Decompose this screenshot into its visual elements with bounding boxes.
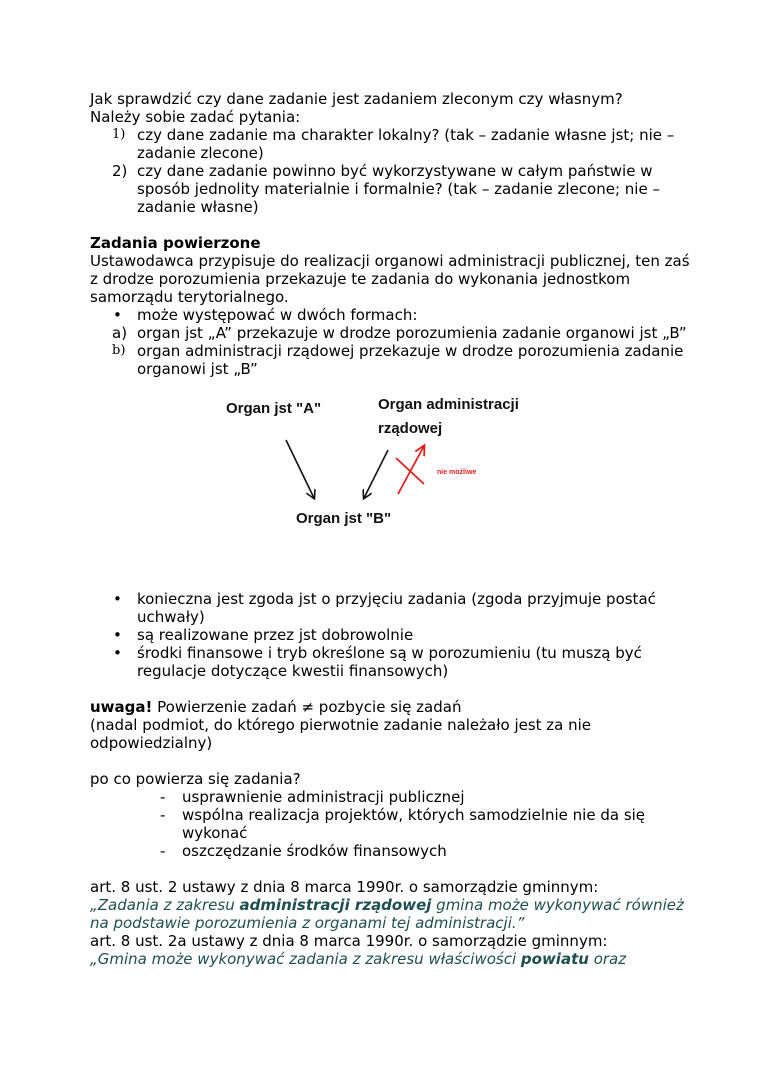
bullet-icon: • [113,590,122,608]
quote-text: gmina może wykonywać również na podstawie porozumienia z organami tej administracji.” [90,896,684,932]
arrow-a-to-b [286,440,314,498]
dash-marker: - [160,806,166,824]
intro-lead: Należy sobie zadać pytania: [90,108,301,126]
bullet-icon: • [113,306,122,324]
bullet-icon: • [113,626,122,644]
list-item [90,126,690,162]
dash-marker: - [160,842,166,860]
list-item [90,842,690,860]
intro-question: Jak sprawdzić czy dane zadanie jest zadaniem zleconym czy własnym? [90,90,623,108]
list-item [90,324,690,342]
quote-text: „Gmina może wykonywać zadania z zakresu właściwości [90,950,521,968]
list-item [90,306,690,324]
red-cross-line [396,458,424,484]
list-marker: 2) [112,162,128,180]
list-item-text: wspólna realizacja projektów, których samodzielnie nie da się wykonać [182,806,646,842]
why-question: po co powierza się zadania? [90,770,301,788]
note-text: Powierzenie zadań ≠ pozbycie się zadań [152,698,462,716]
list-item [90,788,690,806]
note-detail: (nadal podmiot, do którego pierwotnie zadanie należało jest za nie odpowiedzialny) [90,716,592,752]
legal-quote-1 [90,896,690,932]
list-item [90,644,690,680]
conditions-list [90,590,690,680]
organ-gov-label-line2: rządowej [378,420,443,437]
red-arrow-up [398,446,424,494]
list-item-text: organ administracji rządowej przekazuje w drodze porozumienia zadanie organowi jst „B” [137,342,684,378]
quote-emphasis: powiatu [520,950,589,968]
list-item-text: konieczna jest zgoda jst o przyjęciu zadania (zgoda przyjmuje postać uchwały) [137,590,656,626]
intro-list [90,126,690,216]
list-item-text: czy dane zadanie ma charakter lokalny? (tak – zadanie własne jst; nie – zadanie zlecone) [137,126,675,162]
list-item-text: może występować w dwóch formach: [137,306,418,324]
list-item-text: organ jst „A” przekazuje w drodze porozumienia zadanie organowi jst „B” [137,324,687,342]
section-heading: Zadania powierzone [90,234,261,252]
quote-text: „Zadania z zakresu [90,896,240,914]
list-item-text: środki finansowe i tryb określone są w porozumieniu (tu muszą być regulacje dotyczące kwestii finansowych) [137,644,642,680]
legal-ref-2: art. 8 ust. 2a ustawy z dnia 8 marca 1990r. o samorządzie gminnym: [90,932,608,950]
list-item [90,590,690,626]
list-item-text: czy dane zadanie powinno być wykorzystywane w całym państwie w sposób jednolity materialnie i formalnie? (tak – zadanie zlecone; nie – zadanie własne) [137,162,660,216]
not-possible-label: nie możliwe [437,469,477,476]
organ-a-label: Organ jst "A" [226,400,322,417]
note-label: uwaga! [90,698,153,716]
dash-marker: - [160,788,166,806]
forms-list [90,306,690,378]
list-item-text: oszczędzanie środków finansowych [182,842,447,860]
note [90,698,690,716]
section-paragraph: Ustawodawca przypisuje do realizacji organowi administracji publicznej, ten zaś z drodze porozumienia przekazuje te zadania do wykonania jednostkom samorządu terytorialnego. [90,252,690,306]
list-item [90,626,690,644]
list-item-text: usprawnienie administracji publicznej [182,788,465,806]
why-list [90,788,690,860]
list-marker: a) [112,324,128,342]
arrow-gov-to-b [364,450,388,498]
list-item [90,162,690,216]
list-item [90,806,690,842]
quote-text: oraz [588,950,627,968]
bullet-icon: • [113,644,122,662]
list-marker: b) [112,343,126,358]
quote-emphasis: administracji rządowej [239,896,432,914]
delegation-diagram [90,386,690,576]
list-marker: 1) [112,127,126,142]
legal-ref-1: art. 8 ust. 2 ustawy z dnia 8 marca 1990r. o samorządzie gminnym: [90,878,599,896]
diagram-arrows [90,386,690,576]
legal-quote-2 [90,950,690,968]
organ-gov-label-line1: Organ administracji [378,396,519,413]
list-item-text: są realizowane przez jst dobrowolnie [137,626,414,644]
document-page [90,90,690,968]
organ-b-label: Organ jst "B" [296,510,392,527]
list-item [90,342,690,378]
